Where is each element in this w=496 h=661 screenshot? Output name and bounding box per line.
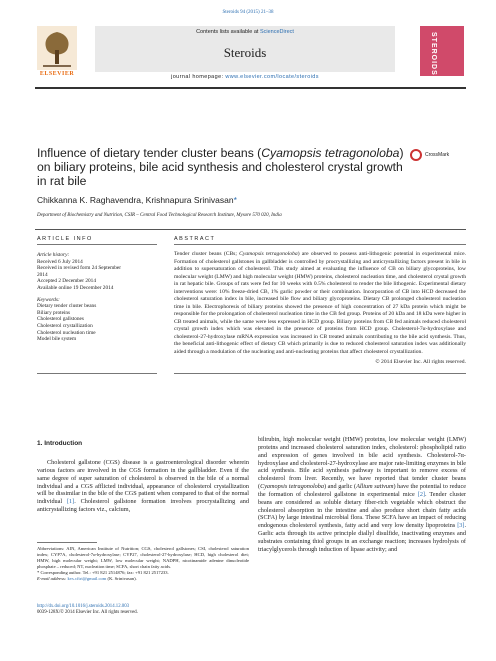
history-label: Article history: bbox=[37, 252, 70, 258]
intro-text: bilirubin, high molecular weight (HMW) proteins, low molecular weight (LMW) proteins and increased cholesterol saturation index, cholesterol: phospholipid ratio and expression of genes involved in bile acid synthesis. Cholesterol-7α-hydroxylase and cholesterol-27-hydroxylase are major rate-limiting enzymes in bile acid synthesis. Bile acid synthesis pathway is important to remove excess of cholesterol from liver. Recently, we have reported that tender cluster beans ( bbox=[258, 436, 466, 491]
citation-line[interactable]: Steroids 94 (2015) 21–38 bbox=[222, 10, 274, 15]
doi-block bbox=[37, 604, 249, 616]
corresponding-author: * Corresponding author. Tel.: +91 821 2514876; fax: +91 821 2517233. bbox=[37, 570, 169, 575]
header-rule bbox=[35, 87, 466, 89]
abstract-part: Tender cluster beans (CBs; bbox=[174, 251, 240, 257]
homepage-prefix: journal homepage: bbox=[171, 74, 226, 80]
intro-left-column bbox=[37, 459, 249, 514]
journal-homepage bbox=[95, 74, 395, 80]
info-heading-rule bbox=[37, 244, 157, 245]
corresponding-mark[interactable]: * bbox=[233, 195, 237, 205]
history-line: Accepted 2 December 2014 bbox=[37, 278, 96, 285]
elsevier-tree-logo bbox=[37, 26, 77, 70]
journal-name: Steroids bbox=[223, 45, 267, 60]
intro-right-column bbox=[258, 436, 466, 554]
footnote-rule bbox=[37, 542, 97, 543]
intro-text: . Cholesterol gallstone formation involves procrystallizing and anticrystallizing factors viz., calcium, bbox=[37, 498, 249, 514]
publisher-name: ELSEVIER bbox=[39, 71, 75, 77]
keyword: Dietary tender cluster beans bbox=[37, 303, 97, 310]
crossmark-icon[interactable] bbox=[410, 149, 422, 161]
reference-link[interactable]: [1] bbox=[66, 498, 75, 506]
abstract-heading-rule bbox=[174, 244, 466, 245]
footnotes bbox=[37, 546, 249, 582]
abbreviations: Abbreviations: AIN, American Institute of Nutrition; CGS, cholesterol gallstones; CSI, cholesterol saturation index; CYP7A, cholesterol-7α-hydroxylase; CYP27, cholesterol-27-hydroxylase; HCD, high cholesterol diet; HMW, high molecular weight; LMW, low molecular weight; NADPH, nicotinamide adenine dinucleotide phosphate – reduced; NT, nucleation time; SCFA, short chain fatty acids. bbox=[37, 546, 249, 569]
authors bbox=[37, 195, 237, 205]
email-label: E-mail address: bbox=[37, 576, 68, 581]
cover-title: STEROIDS bbox=[430, 32, 437, 76]
doi-link[interactable]: http://dx.doi.org/10.1016/j.steroids.2014.12.003 bbox=[37, 604, 129, 609]
keyword: Biliary proteins bbox=[37, 309, 71, 316]
keywords-label: Keywords: bbox=[37, 296, 60, 303]
intro-heading: 1. Introduction bbox=[37, 440, 83, 447]
reference-link[interactable]: [2] bbox=[417, 490, 425, 498]
keyword: Cholesterol nucleation time bbox=[37, 329, 96, 336]
crossmark-label[interactable]: CrossMark bbox=[425, 152, 450, 158]
abstract-part: ) are observed to possess anti-lithogenic potential in experimental mice. Formation of cholesterol gallstones in gallbladder is controlled by procrystallizing and anticrystallizing factors present in bile in addition to supersaturation of cholesterol. This study aimed at evaluating the influence of CB on biliary glycoproteins, low molecular weight (LMW) and high molecular weight (HMW) proteins, cholesterol nucleation time, and cholesterol crystal growth in rat hepatic bile. Groups of rats were fed for 10 weeks with 0.5% cholesterol to render the bile lithogenic. Experimental dietary interventions were: 10% freeze-dried CB, 1% garlic powder or their combination. Incorporation of CB into HCD decreased the cholesterol saturation index in bile, increased bile flow and biliary glycoproteins. Dietary CB prolonged cholesterol nucleation time in bile. Electrophoresis of biliary proteins showed the presence of high concentration of 27 kDa protein which might be responsible for the prolongation of cholesterol nucleation time in the CB fed group. Proteins of 20 kDa and 18 kDa were higher in CB treated animals, while the same were less expressed in HCD group. Biliary proteins from CB fed animals reduced cholesterol crystal growth index which was elevated in the presence of proteins from HCD group. Cholesterol-7α-hydroxylase and cholesterol-27-hydroxylase mRNA expression was increased in CB treated animals contributing to the bile acid synthesis. Thus, the beneficial anti-lithogenic effect of dietary CB which primarily is due to reduced cholesterol saturation index was additionally aided through a modulation of the nucleating and anti-nucleating proteins that affect cholesterol crystallization. bbox=[174, 251, 466, 355]
keyword: Model bile system bbox=[37, 336, 77, 343]
intro-text: . Tender cluster beans are considered as soluble dietary fiber-rich vegetable which obstruct the cholesterol absorption in the intestine and also produce short chain fatty acids (SCFA) by large intestinal microbial flora. These SCFA have an impact of reducing endogenous cholesterol synthesis, fatty acid and very low density lipoproteins bbox=[258, 490, 467, 530]
journal-cover bbox=[420, 26, 464, 76]
author-names: Chikkanna K. Raghavendra, Krishnapura Srinivasan bbox=[37, 195, 234, 205]
intro-text: ) have the potential to reduce the formation of cholesterol gallstone in experimental mice bbox=[258, 483, 466, 498]
abstract-text bbox=[174, 251, 466, 356]
email-suffix: (K. Srinivasan). bbox=[106, 576, 137, 581]
species-name: Cyamopsis tetragonoloba bbox=[260, 483, 324, 491]
history-line: Received 6 July 2014 bbox=[37, 258, 83, 265]
history-line: Available online 19 December 2014 bbox=[37, 284, 114, 291]
title-part-2: ) on biliary proteins, bile acid synthesis and cholesterol crystal growth in rat bile bbox=[37, 146, 404, 188]
history-line: Received in revised form 24 September bbox=[37, 265, 121, 272]
abstract-end-rule bbox=[174, 373, 466, 374]
homepage-link[interactable]: www.elsevier.com/locate/steroids bbox=[225, 74, 319, 80]
abstract-species: Cyamopsis tetragonoloba bbox=[239, 251, 298, 257]
issn-line: 0039-128X/© 2014 Elsevier Inc. All rights reserved. bbox=[37, 610, 138, 615]
article-title bbox=[37, 146, 407, 188]
article-info-heading: ARTICLE INFO bbox=[37, 236, 93, 242]
contents-line bbox=[95, 29, 395, 35]
title-species: Cyamopsis tetragonoloba bbox=[261, 146, 400, 160]
intro-text: . Garlic acts through its active principle diallyl disulfide, inactivating enzymes and substrates containing thiol groups in an exchange reaction; increases hydrolysis of triacylglycerols through induction of lipase activity; and bbox=[258, 522, 466, 553]
email-line bbox=[37, 576, 249, 582]
intro-text: Cholesterol gallstone (CGS) disease is a gastroenterological disorder wherein various factors are involved in the CGS formation in the gallbladder. Even if the same degree of super saturation of cholesterol is observed in the bile of a normal individual and a CGS afflicted individual, appearance of cholesterol crystallization will be dissimilar in the bile of the CGS patient when compared to that of the normal individual bbox=[37, 459, 249, 506]
abstract-heading: ABSTRACT bbox=[174, 236, 216, 242]
email-link[interactable]: kvs.cftri@gmail.com bbox=[67, 576, 107, 581]
info-end-rule bbox=[37, 373, 157, 374]
species-name: Allium sativum bbox=[356, 483, 394, 491]
history-line: 2014 bbox=[37, 271, 48, 278]
keyword: Cholesterol gallstones bbox=[37, 316, 84, 323]
article-info bbox=[37, 252, 147, 343]
sciencedirect-link[interactable]: ScienceDirect bbox=[259, 29, 294, 35]
title-rule bbox=[35, 229, 466, 230]
copyright: © 2014 Elsevier Inc. All rights reserved. bbox=[375, 359, 466, 365]
intro-text: ) and garlic ( bbox=[323, 483, 357, 491]
affiliation: Department of Biochemistry and Nutrition, CSIR – Central Food Technological Research Institute, Mysore 570 020, India bbox=[37, 213, 282, 218]
keyword: Cholesterol crystallization bbox=[37, 322, 93, 329]
contents-prefix: Contents lists available at bbox=[196, 29, 260, 35]
reference-link[interactable]: [3] bbox=[457, 522, 465, 530]
title-part-1: Influence of dietary tender cluster beans ( bbox=[37, 146, 262, 160]
